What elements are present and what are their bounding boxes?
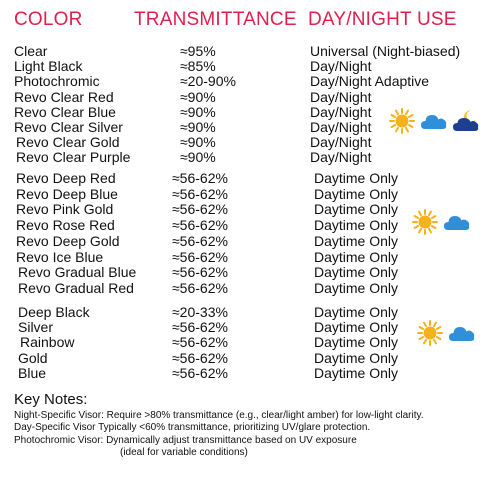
key-notes-title: Key Notes: xyxy=(14,391,88,408)
lens-color: Rainbow xyxy=(20,334,75,351)
cloud-icon xyxy=(448,320,476,346)
table-row xyxy=(0,134,488,150)
table-row xyxy=(0,304,488,320)
lens-color: Photochromic xyxy=(14,73,100,90)
lens-transmittance: ≈56-62% xyxy=(172,349,228,366)
lens-use: Daytime Only xyxy=(314,349,399,366)
lens-transmittance: ≈56-62% xyxy=(172,232,228,249)
lens-use: Daytime Only xyxy=(314,364,399,381)
lens-use: Daytime Only xyxy=(314,232,399,249)
lens-use: Daytime Only xyxy=(314,201,399,218)
lens-color: Revo Deep Blue xyxy=(16,185,118,202)
table-row xyxy=(0,58,488,74)
table-row xyxy=(0,249,488,265)
lens-color: Revo Rose Red xyxy=(16,217,115,234)
lens-color: Revo Ice Blue xyxy=(16,248,104,265)
lens-transmittance: ≈56-62% xyxy=(172,217,228,234)
lens-transmittance: ≈90% xyxy=(180,149,216,166)
lens-color: Clear xyxy=(14,43,48,59)
lens-transmittance: ≈20-33% xyxy=(172,304,228,320)
lens-use: Daytime Only xyxy=(314,185,399,202)
lens-color: Revo Deep Gold xyxy=(16,232,120,249)
lens-color: Revo Clear Blue xyxy=(14,103,116,120)
lens-use: Day/Night xyxy=(310,103,372,120)
lens-transmittance: ≈56-62% xyxy=(172,334,228,351)
lens-color: Revo Deep Red xyxy=(16,170,116,186)
lens-use: Daytime Only xyxy=(314,319,399,336)
lens-color: Silver xyxy=(18,319,54,336)
lens-transmittance: ≈56-62% xyxy=(172,185,228,202)
note-photochromic: Photochromic Visor: Dynamically adjust transmittance based on UV exposure xyxy=(14,435,357,446)
lens-transmittance: ≈90% xyxy=(180,88,216,105)
lens-transmittance: ≈56-62% xyxy=(172,201,228,218)
lens-use: Daytime Only xyxy=(314,217,399,234)
note-night: Night-Specific Visor: Require >80% transmittance (e.g., clear/light amber) for low-light clarity. xyxy=(14,410,424,421)
lens-use: Day/Night xyxy=(310,149,372,166)
table-row xyxy=(0,319,488,335)
lens-use: Daytime Only xyxy=(314,264,399,281)
lens-transmittance: ≈90% xyxy=(180,119,216,135)
sun-icon xyxy=(416,320,444,346)
lens-use: Daytime Only xyxy=(314,248,399,265)
lens-transmittance: ≈56-62% xyxy=(172,319,228,336)
lens-use: Day/Night xyxy=(310,58,372,75)
lens-use: Daytime Only xyxy=(314,334,399,351)
sun-icon xyxy=(388,108,416,134)
table-row xyxy=(0,170,488,186)
cloud-icon xyxy=(420,108,448,134)
header-transmittance: TRANSMITTANCE xyxy=(134,9,297,30)
lens-color: Gold xyxy=(18,349,48,366)
lens-use: Day/Night xyxy=(310,134,372,151)
table-row xyxy=(0,280,488,296)
lens-transmittance: ≈56-62% xyxy=(172,364,228,381)
table-row xyxy=(0,73,488,89)
lens-transmittance: ≈56-62% xyxy=(172,264,228,281)
lens-color: Light Black xyxy=(14,58,83,75)
table-row xyxy=(0,43,488,59)
lens-use: Day/Night xyxy=(310,119,372,135)
lens-color: Deep Black xyxy=(18,304,90,320)
lens-transmittance: ≈85% xyxy=(180,58,216,75)
lens-color: Revo Pink Gold xyxy=(16,201,114,218)
table-row xyxy=(0,186,488,202)
header-color: COLOR xyxy=(14,9,83,30)
lens-color: Revo Clear Purple xyxy=(16,149,131,166)
lens-transmittance: ≈90% xyxy=(180,134,216,151)
cloud-icon xyxy=(443,209,471,235)
lens-use: Day/Night xyxy=(310,88,372,105)
lens-color: Revo Gradual Red xyxy=(18,279,134,296)
table-row xyxy=(0,89,488,105)
table-row xyxy=(0,365,488,381)
lens-transmittance: ≈90% xyxy=(180,103,216,120)
lens-transmittance: ≈56-62% xyxy=(172,170,228,186)
lens-use: Daytime Only xyxy=(314,170,399,186)
lens-transmittance: ≈20-90% xyxy=(180,73,236,90)
table-row xyxy=(0,233,488,249)
lens-transmittance: ≈56-62% xyxy=(172,279,228,296)
table-row xyxy=(0,350,488,366)
sun-icon xyxy=(411,209,439,235)
lens-color: Revo Clear Silver xyxy=(14,119,123,135)
lens-color: Revo Gradual Blue xyxy=(18,264,137,281)
lens-color: Revo Clear Gold xyxy=(16,134,120,151)
table-row xyxy=(0,264,488,280)
table-row xyxy=(0,149,488,165)
lens-color: Blue xyxy=(18,364,47,381)
lens-color: Revo Clear Red xyxy=(14,88,114,105)
lens-use: Day/Night Adaptive xyxy=(310,73,430,90)
header-use: DAY/NIGHT USE xyxy=(308,9,457,30)
note-day: Day-Specific Visor Typically <60% transmittance, prioritizing UV/glare protection. xyxy=(14,422,371,433)
note-photochromic-detail: (ideal for variable conditions) xyxy=(120,447,248,458)
lens-use: Daytime Only xyxy=(314,279,399,296)
table-row xyxy=(0,334,488,350)
lens-transmittance: ≈95% xyxy=(180,43,216,59)
lens-use: Universal (Night-biased) xyxy=(310,43,461,59)
lens-use: Daytime Only xyxy=(314,304,399,320)
moon-cloud-icon xyxy=(452,108,480,134)
lens-transmittance: ≈56-62% xyxy=(172,248,228,265)
